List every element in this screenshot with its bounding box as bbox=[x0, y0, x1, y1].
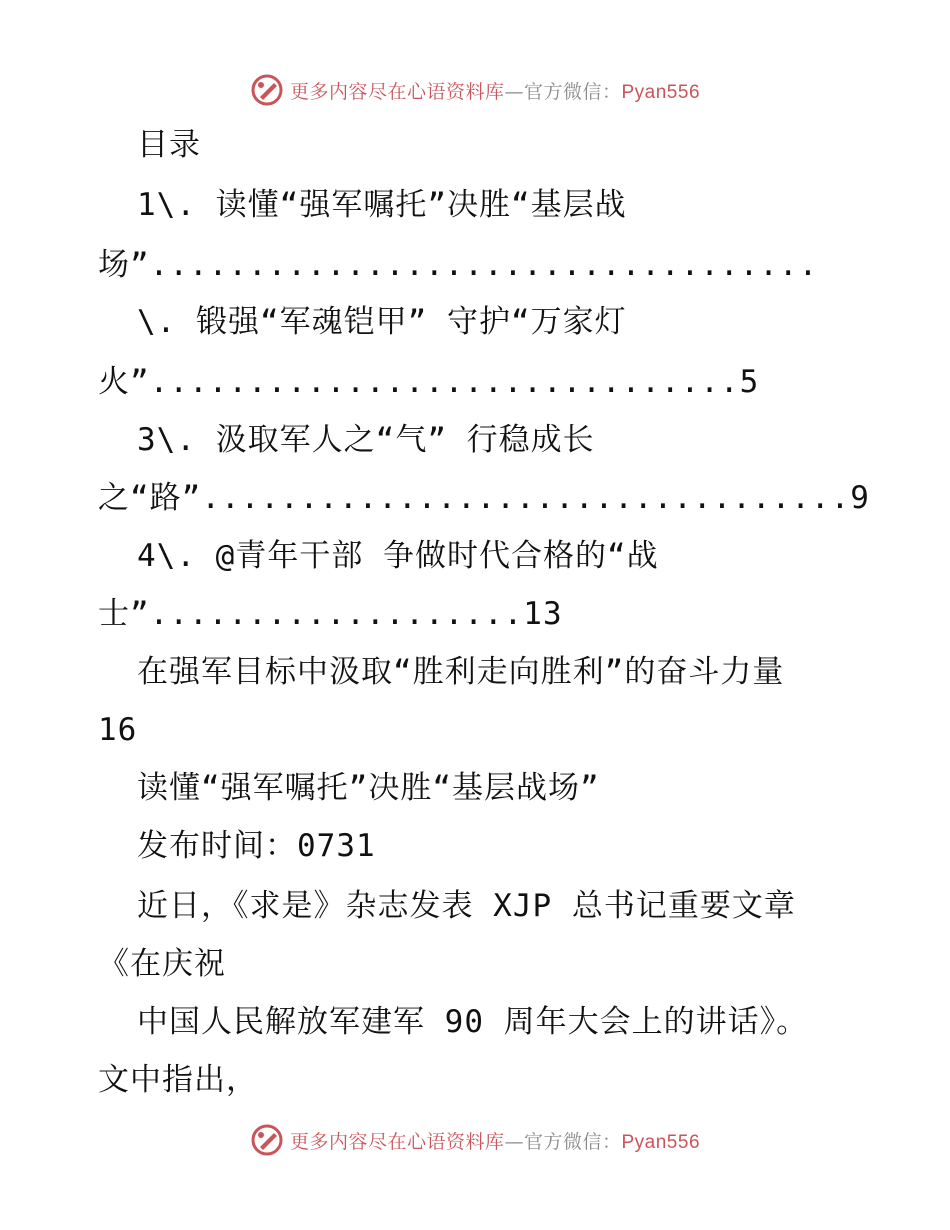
toc-entry-1-tail: 场” bbox=[98, 247, 150, 283]
toc-entry-2-tail: 火” bbox=[98, 364, 150, 400]
toc-entry-5-line1: 在强军目标中汲取“胜利走向胜利”的奋斗力量 bbox=[137, 654, 785, 690]
article-para2-line1: 中国人民解放军建军 90 周年大会上的讲话》。 bbox=[137, 1004, 809, 1040]
toc-entry-5-line2: 16 bbox=[98, 712, 138, 748]
toc-entry-4-line2 bbox=[98, 594, 563, 634]
banner-text bbox=[290, 77, 700, 104]
toc-entry-1-line2 bbox=[98, 245, 818, 285]
brand-logo-icon bbox=[250, 1123, 284, 1157]
banner-wechat-id: Pyan556 bbox=[621, 81, 701, 103]
toc-entry-2-line1: \. 锻强“军魂铠甲” 守护“万家灯 bbox=[137, 304, 627, 340]
article-para1-line1: 近日，《求是》杂志发表 XJP 总书记重要文章 bbox=[137, 888, 796, 924]
toc-entry-1-line1: 1\. 读懂“强军嘱托”决胜“基层战 bbox=[137, 187, 627, 223]
toc-entry-3-line1: 3\. 汲取军人之“气” 行稳成长 bbox=[137, 422, 595, 458]
brand-logo-icon bbox=[250, 73, 284, 107]
toc-entry-4-line1: 4\. @青年干部 争做时代合格的“战 bbox=[137, 538, 659, 574]
toc-entry-2-leader: .............................. bbox=[149, 364, 740, 400]
toc-entry-3-tail: 之“路” bbox=[98, 480, 202, 516]
toc-entry-3-leader: ................................. bbox=[201, 480, 851, 516]
toc-entry-4-tail: 士” bbox=[98, 596, 150, 632]
toc-entry-2-line2 bbox=[98, 362, 759, 402]
header-banner bbox=[0, 70, 950, 110]
banner-separator: — bbox=[504, 1130, 524, 1153]
banner-label: 官方微信： bbox=[523, 1130, 622, 1153]
banner-text bbox=[290, 1127, 700, 1154]
toc-entry-1-leader: .................................. bbox=[149, 247, 819, 283]
toc-entry-3-line2 bbox=[98, 478, 870, 518]
banner-site: 更多内容尽在心语资料库 bbox=[289, 80, 505, 103]
toc-heading: 目录 bbox=[137, 127, 201, 163]
banner-wechat-id: Pyan556 bbox=[621, 1131, 701, 1153]
footer-banner bbox=[0, 1120, 950, 1160]
banner-separator: — bbox=[504, 80, 524, 103]
banner-label: 官方微信： bbox=[523, 80, 622, 103]
banner-site: 更多内容尽在心语资料库 bbox=[289, 1130, 505, 1153]
toc-entry-4-page: 13 bbox=[523, 596, 563, 632]
toc-entry-3-page: 9 bbox=[850, 480, 870, 516]
toc-entry-2-page: 5 bbox=[739, 364, 760, 400]
article-para2-line2: 文中指出， bbox=[98, 1062, 258, 1098]
article-title: 读懂“强军嘱托”决胜“基层战场” bbox=[137, 770, 600, 806]
article-date: 发布时间：0731 bbox=[137, 828, 376, 864]
toc-entry-4-leader: ................... bbox=[149, 596, 524, 632]
article-para1-line2: 《在庆祝 bbox=[98, 946, 226, 982]
